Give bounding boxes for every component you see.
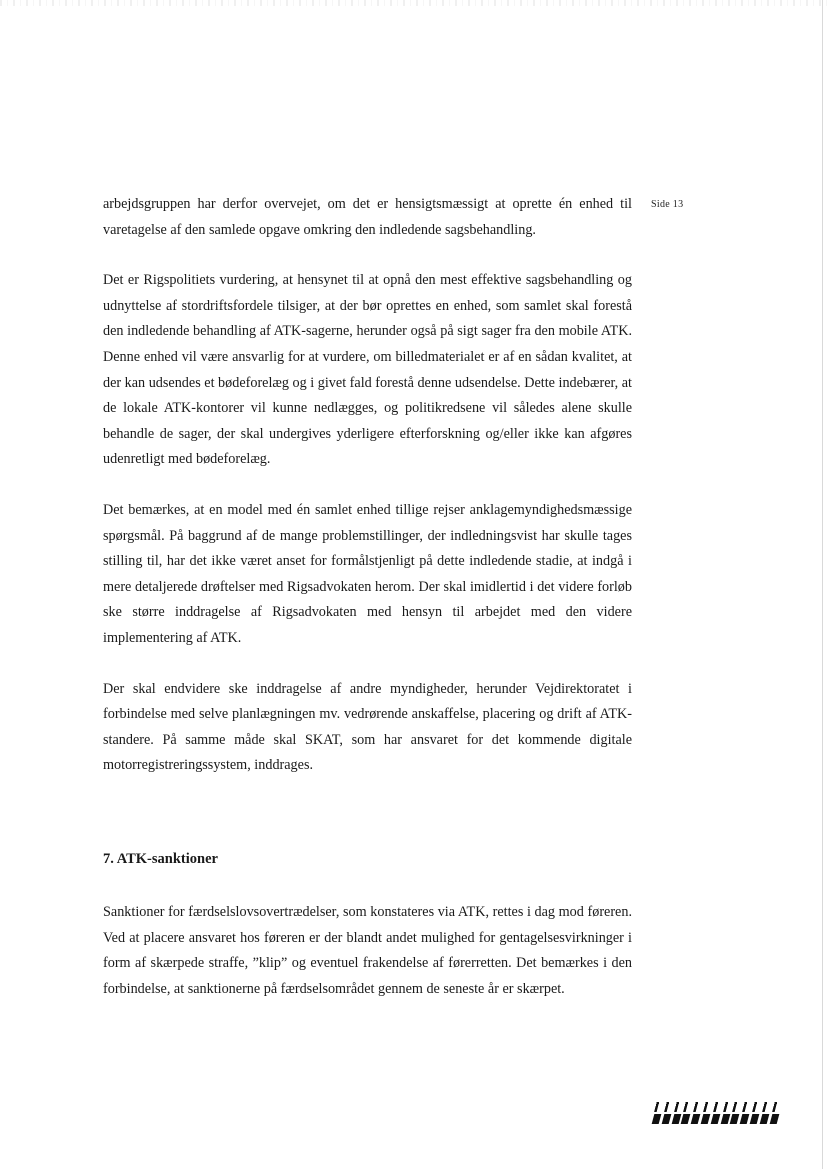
barcode-bar [710,1102,719,1112]
barcode-bar [671,1114,680,1124]
barcode-bar [691,1102,700,1112]
barcode-bar [740,1114,749,1124]
barcode-bar [671,1102,680,1112]
section-heading: 7. ATK-sanktioner [103,851,218,867]
barcode-bar [759,1114,768,1124]
body-text [103,192,632,779]
barcode-bar [750,1102,759,1112]
barcode-row-top [653,1102,781,1112]
barcode-mark [653,1102,781,1126]
barcode-bar [652,1102,661,1112]
barcode-bar [681,1114,690,1124]
barcode-bar [730,1114,739,1124]
barcode-bar [652,1114,661,1124]
page-number-note: Side 13 [651,199,684,210]
barcode-row-bottom [653,1114,781,1124]
barcode-bar [720,1114,729,1124]
barcode-bar [661,1114,670,1124]
scan-edge-noise [0,0,827,6]
barcode-bar [710,1114,719,1124]
barcode-bar [701,1102,710,1112]
barcode-bar [691,1114,700,1124]
barcode-bar [730,1102,739,1112]
barcode-bar [769,1102,778,1112]
barcode-bar [740,1102,749,1112]
paragraph-1: arbejdsgruppen har derfor overvejet, om det er hensigtsmæssigt at oprette én enhed til varetagelse af den samlede opgave omkring den indledende sagsbehandling. [103,196,632,238]
paragraph-3: Det bemærkes, at en model med én samlet enhed tillige rejser anklagemyndighedsmæssige spørgsmål. På baggrund af de mange problemstillinger, der indledningsvist har skulle tages stilling til, har det ikke været anset for formålstjenligt på dette indledende stadie, at indgå i mere detaljerede drøftelser med Rigsadvokaten herom. Der skal imidlertid i det videre forløb ske større inddragelse af Rigsadvokaten med hensyn til arbejdet med den videre implementering af ATK. [103,501,632,646]
barcode-bar [701,1114,710,1124]
barcode-bar [661,1102,670,1112]
paragraph-2: Det er Rigspolitiets vurdering, at hensynet til at opnå den mest effektive sagsbehandling og udnyttelse af stordriftsfordele tilsiger, at der bør oprettes en enhed, som samlet skal forestå den indledende behandling af ATK-sagerne, herunder også på sigt sager fra den mobile ATK. Denne enhed vil være ansvarlig for at vurdere, om billedmaterialet er af en sådan kvalitet, at der kan udsendes et bødeforelæg og i givet fald forestå denne udsendelse. Dette indebærer, at de lokale ATK-kontorer vil kunne nedlægges, og politikredsene vil således alene skulle behandle de sager, der skal undergives yderligere efterforskning og/eller ikke kan afgøres udenretligt med bødeforelæg. [103,272,632,468]
section-paragraph-1: Sanktioner for færdselslovsovertrædelser, som konstateres via ATK, rettes i dag mod føreren. Ved at placere ansvaret hos føreren er der blandt andet mulighed for gentagelsesvirkninger i form af skærpede straffe, ”klip” og eventuel frakendelse af førerretten. Det bemærkes i den forbindelse, at sanktionerne på færdselsområdet gennem de seneste år er skærpet. [103,904,632,997]
barcode-bar [681,1102,690,1112]
section-body [103,900,632,1002]
barcode-bar [750,1114,759,1124]
paragraph-4: Der skal endvidere ske inddragelse af andre myndigheder, herunder Vejdirektoratet i forbindelse med selve planlægningen mv. vedrørende anskaffelse, placering og drift af ATK-standere. På samme måde skal SKAT, som har ansvaret for det kommende digitale motorregistreringssystem, inddrages. [103,680,632,774]
barcode-bar [769,1114,778,1124]
barcode-bar [759,1102,768,1112]
scan-right-edge [822,0,823,1169]
barcode-bar [720,1102,729,1112]
